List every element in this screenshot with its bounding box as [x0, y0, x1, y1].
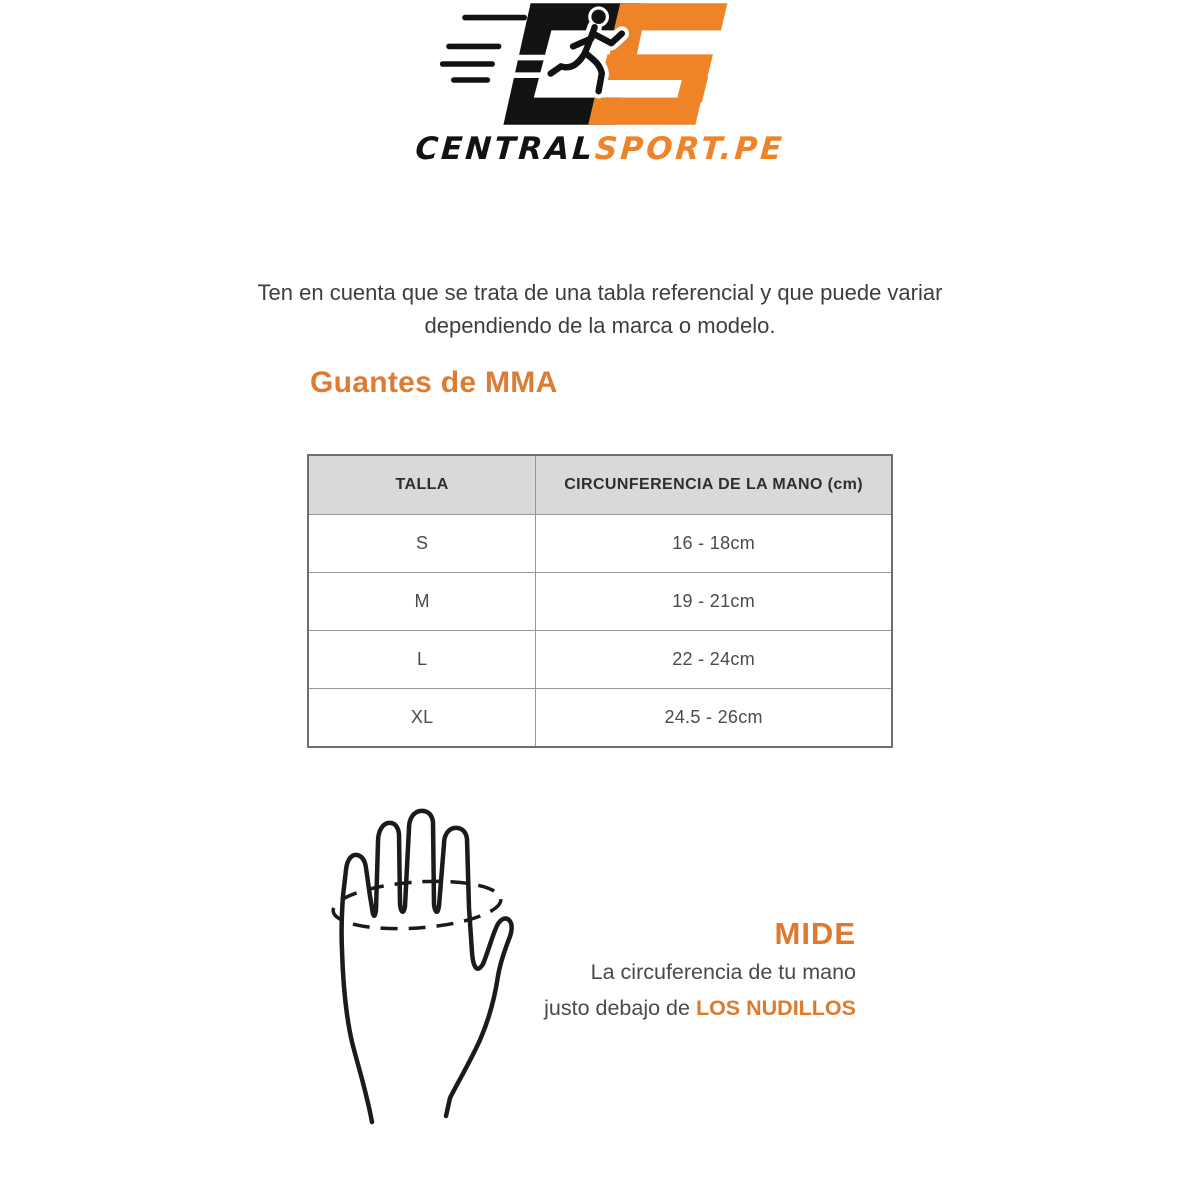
- disclaimer-text: Ten en cuenta que se trata de una tabla referencial y que puede variar dependiendo de la marca o modelo.: [257, 280, 943, 338]
- brand-wordmark-central: CENTRAL: [414, 131, 597, 167]
- table-row: [308, 515, 892, 573]
- range-cell: 16 - 18cm: [536, 515, 892, 573]
- cs-runner-monogram-icon: [423, 0, 763, 128]
- size-cell: S: [308, 515, 536, 573]
- size-table-header-circunferencia: CIRCUNFERENCIA DE LA MANO (cm): [536, 455, 892, 515]
- brand-wordmark: [0, 131, 1200, 167]
- brand-wordmark-sportpe: SPORT.PE: [593, 131, 786, 167]
- table-row: [308, 631, 892, 689]
- measure-line-2-prefix: justo debajo de: [544, 996, 696, 1021]
- table-row: [308, 573, 892, 631]
- measure-line-2: [436, 992, 856, 1024]
- size-table-header-row: [308, 455, 892, 515]
- range-cell: 22 - 24cm: [536, 631, 892, 689]
- table-row: [308, 689, 892, 748]
- range-cell: 19 - 21cm: [536, 573, 892, 631]
- measure-title: MIDE: [774, 916, 856, 951]
- measure-instructions: [436, 916, 856, 1025]
- range-cell: 24.5 - 26cm: [536, 689, 892, 748]
- size-cell: XL: [308, 689, 536, 748]
- measure-line-1: La circuferencia de tu mano: [590, 960, 856, 984]
- measure-line-2-highlight: LOS NUDILLOS: [695, 996, 856, 1021]
- size-table-header-talla: TALLA: [308, 455, 536, 515]
- section-title: Guantes de MMA: [310, 366, 558, 399]
- size-table: [307, 454, 893, 748]
- size-cell: M: [308, 573, 536, 631]
- size-cell: L: [308, 631, 536, 689]
